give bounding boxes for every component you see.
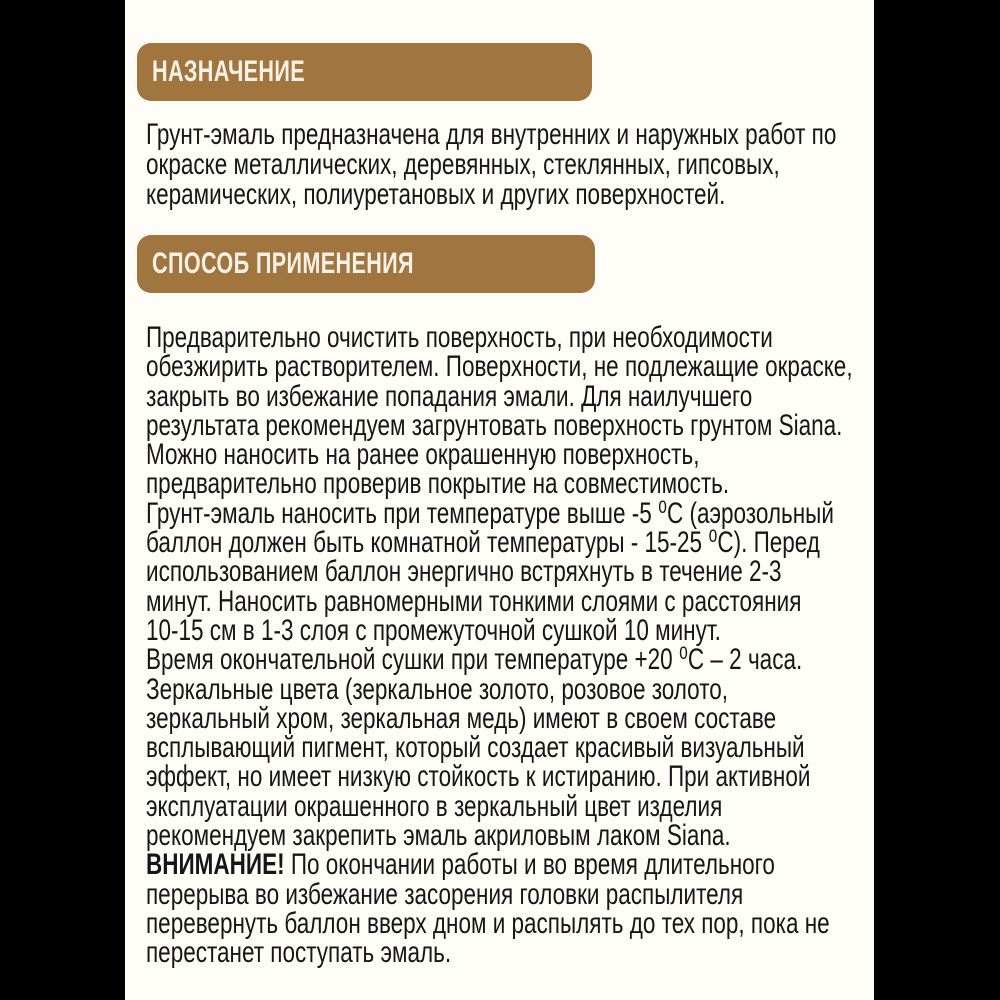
attention-rest-lines <box>146 877 874 970</box>
left-frame-bar <box>0 0 125 1000</box>
text-line: Грунт-эмаль предназначена для внутренних и наружных работ по <box>146 118 837 151</box>
text-line: результата рекомендуем загрунтовать поверхность грунтом Siana. <box>146 408 843 442</box>
text-line: Предварительно очистить поверхность, при необходимости <box>146 321 773 354</box>
text-line: перестанет поступать эмаль. <box>146 936 452 970</box>
application-heading: СПОСОБ ПРИМЕНЕНИЯ <box>152 247 414 280</box>
attention-line-rest: По окончании работы и во время длительного <box>290 848 775 882</box>
text-line: керамических, полиуретановых и других поверхностей. <box>146 178 726 211</box>
text-line: минут. Наносить равномерными тонкими слоями с расстояния <box>146 584 802 618</box>
right-frame-bar <box>874 0 1000 1000</box>
text-line: всплывающий пигмент, который создает красивый визуальный <box>146 731 805 765</box>
text-line: Зеркальные цвета (зеркальное золото, розовое золото, <box>146 672 729 706</box>
text-line: эксплуатации окрашенного в зеркальный цвет изделия <box>146 789 723 823</box>
text-line: перевернуть баллон вверх дном и распылять до тех пор, пока не <box>146 906 830 940</box>
purpose-section-header <box>137 43 592 101</box>
text-line: Грунт-эмаль наносить при температуре выше -5 ⁰С (аэрозольный <box>146 496 834 530</box>
text-line: обезжирить растворителем. Поверхности, не подлежащие окраске, <box>146 350 853 384</box>
text-line: рекомендуем закрепить эмаль акриловым лаком Siana. <box>146 819 731 853</box>
text-line: Время окончательной сушки при температуре +20 ⁰С – 2 часа. <box>146 643 803 677</box>
attention-label: ВНИМАНИЕ! <box>146 848 285 882</box>
text-line: предварительно проверив покрытие на совместимость. <box>146 467 730 501</box>
text-line: Можно наносить на ранее окрашенную поверхность, <box>146 438 700 472</box>
application-paragraph-lines <box>146 321 874 853</box>
content-panel <box>125 0 874 1000</box>
purpose-heading: НАЗНАЧЕНИЕ <box>152 55 305 88</box>
purpose-paragraph <box>146 120 874 210</box>
text-line: эффект, но имеет низкую стойкость к истиранию. При активной <box>146 760 811 794</box>
text-line: использованием баллон энергично встряхнуть в течение 2-3 <box>146 555 782 589</box>
text-line: закрыть во избежание попадания эмали. Для наилучшего <box>146 379 753 413</box>
purpose-paragraph-lines <box>146 120 874 210</box>
text-line: 10-15 см в 1-3 слоя с промежуточной сушкой 10 минут. <box>146 613 721 647</box>
text-line: баллон должен быть комнатной температуры - 15-25 ⁰С). Перед <box>146 526 820 560</box>
text-line: окраске металлических, деревянных, стеклянных, гипсовых, <box>146 148 780 181</box>
application-paragraph <box>146 323 874 968</box>
application-section-header <box>137 235 595 293</box>
text-line: зеркальный хром, зеркальная медь) имеют в своем составе <box>146 701 777 735</box>
attention-line <box>146 848 821 882</box>
text-line: перерыва во избежание засорения головки распылителя <box>146 877 744 911</box>
